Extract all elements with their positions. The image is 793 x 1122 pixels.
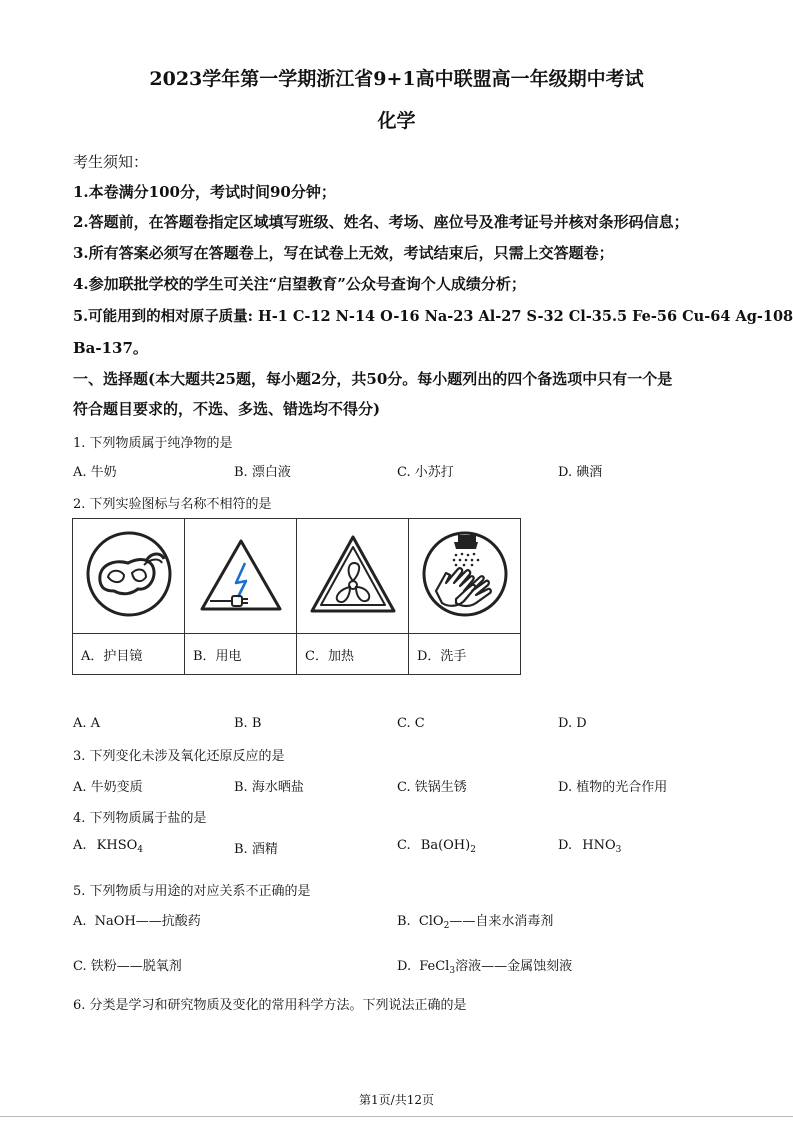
option-b: B. 海水晒盐 [234, 780, 304, 795]
notice-item: 4.参加联批学校的学生可关注“启望教育”公众号查询个人成绩分析； [73, 275, 526, 293]
page-number: 第1页/共12页 [359, 1093, 434, 1107]
option-text: 溶液——金属蚀刻液 [455, 959, 573, 974]
question-stem: 6. 分类是学习和研究物质及变化的常用科学方法。下列说法正确的是 [73, 998, 467, 1013]
lab-icon-table [72, 518, 521, 675]
option-d: D. 植物的光合作用 [558, 780, 668, 795]
option-c: C. 小苏打 [397, 465, 454, 480]
question-stem: 3. 下列变化未涉及氧化还原反应的是 [73, 749, 285, 764]
question-stem: 2. 下列实验图标与名称不相符的是 [73, 497, 272, 512]
option-letter: B. [397, 914, 411, 929]
notice-item: 3.所有答案必须写在答题卷上，写在试卷上无效，考试结束后，只需上交答题卷； [73, 244, 614, 262]
section-heading-cont: 符合题目要求的，不选、多选、错选均不得分) [73, 400, 381, 418]
option-c: C. 铁粉——脱氧剂 [73, 959, 182, 974]
option-c: C. 铁锅生锈 [397, 780, 467, 795]
option-b [397, 910, 553, 929]
icon-label: D．洗手 [409, 634, 521, 675]
icon-cell [73, 519, 185, 634]
option-a [73, 838, 143, 853]
icon-cell [297, 519, 409, 634]
exam-title: 2023学年第一学期浙江省9+1高中联盟高一年级期中考试 [149, 68, 644, 90]
question-stem: 4. 下列物质属于盐的是 [73, 811, 207, 826]
option-c [397, 838, 476, 853]
option-b: B. 漂白液 [234, 465, 291, 480]
subscript: 3 [615, 845, 622, 855]
subscript: 3 [449, 966, 456, 976]
option-d [397, 955, 572, 974]
notice-heading: 考生须知： [73, 153, 149, 171]
icon-label: C．加热 [297, 634, 409, 675]
option-letter: A. [73, 838, 87, 853]
option-d: D. D [558, 716, 587, 731]
icon-cell [185, 519, 297, 634]
option-text: ——抗酸药 [135, 914, 201, 929]
goggles-icon [84, 529, 174, 619]
formula: Ba(OH) [420, 838, 471, 853]
icon-label: A．护目镜 [73, 634, 185, 675]
option-letter: D. [558, 838, 573, 853]
option-b: B. B [234, 716, 262, 731]
notice-item: 2.答题前，在答题卷指定区域填写班级、姓名、考场、座位号及准考证号并核对条形码信息； [73, 213, 689, 231]
question-stem: 1. 下列物质属于纯净物的是 [73, 436, 233, 451]
subscript: 2 [470, 845, 476, 855]
formula: NaOH [94, 914, 136, 929]
option-b: B. 酒精 [234, 842, 278, 857]
notice-item: 1.本卷满分100分，考试时间90分钟； [73, 183, 336, 201]
section-heading: 一、选择题(本大题共25题，每小题2分，共50分。每小题列出的四个备选项中只有一个是 [73, 370, 673, 388]
icon-cell [409, 519, 521, 634]
fan-icon [308, 529, 398, 619]
option-d: D. 碘酒 [558, 465, 603, 480]
option-letter: D. [397, 959, 412, 974]
option-text: ——自来水消毒剂 [449, 914, 554, 929]
page-bottom-divider [0, 1116, 793, 1117]
formula: FeCl [419, 959, 450, 974]
formula: ClO [418, 914, 444, 929]
subscript: 2 [443, 921, 450, 931]
notice-item: Ba-137。 [73, 339, 148, 357]
subscript: 4 [137, 845, 144, 855]
option-d [558, 838, 621, 853]
option-c: C. C [397, 716, 425, 731]
option-a: A. A [73, 716, 101, 731]
formula: HNO [582, 838, 616, 853]
icon-label: B．用电 [185, 634, 297, 675]
electricity-icon [196, 529, 286, 619]
option-letter: A. [73, 914, 87, 929]
option-letter: C. [397, 838, 411, 853]
notice-item: 5.可能用到的相对原子质量: H-1 C-12 N-14 O-16 Na-23 Al-27 S-32 Cl-35.5 Fe-56 Cu-64 Ag-108 [73, 308, 793, 325]
option-a: A. 牛奶 [73, 465, 117, 480]
question-stem: 5. 下列物质与用途的对应关系不正确的是 [73, 884, 311, 899]
option-a: A. 牛奶变质 [73, 780, 143, 795]
subject-title: 化学 [377, 110, 416, 132]
option-a [73, 910, 201, 929]
formula: KHSO [96, 838, 138, 853]
hand-wash-icon [420, 529, 510, 619]
